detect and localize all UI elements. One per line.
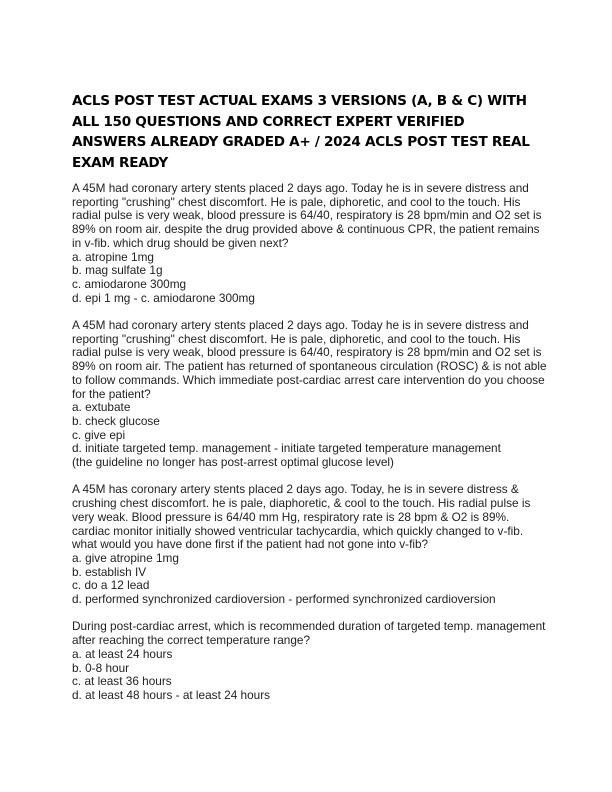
answer-option-b: b. mag sulfate 1g [72, 263, 163, 278]
answer-option-a: a. give atropine 1mg [72, 550, 179, 565]
answer-option-c: c. amiodarone 300mg [72, 276, 187, 291]
answer-option-d: d. performed synchronized cardioversion - performed synchronized cardioversion [72, 592, 496, 607]
answer-option-b: b. establish IV [72, 564, 147, 579]
answer-option-b: b. check glucose [72, 413, 160, 428]
question-list [72, 182, 547, 716]
question-1 [72, 182, 547, 305]
answer-option-d: d. initiate targeted temp. management - initiate targeted temperature management [72, 441, 501, 456]
question-2 [72, 319, 547, 470]
question-text: A 45M had coronary artery stents placed 2 days ago. Today he is in severe distress and reporting "crushing" chest discomfort. He is pale, diphoretic, and cool to the touch. His radial pulse is very weak, blood pressure is 64/40, respiratory is 28 bpm/min and O2 set is 89% on room air. The patient has returned of spontaneous circulation (ROSC) & is not able to follow commands. Which immediate post-cardiac arrest care intervention do you choose for the patient? [72, 318, 547, 401]
document-title: ACLS POST TEST ACTUAL EXAMS 3 VERSIONS (A, B & C) WITH ALL 150 QUESTIONS AND CORRECT EXPERT VERIFIED ANSWERS ALREADY GRADED A+ / 2024 ACLS POST TEST REAL EXAM READY [72, 93, 530, 171]
answer-option-d: d. epi 1 mg - c. amiodarone 300mg [72, 290, 255, 305]
answer-option-c: c. do a 12 lead [72, 578, 150, 593]
question-text: A 45M had coronary artery stents placed 2 days ago. Today he is in severe distress and reporting "crushing" chest discomfort. He is pale, diphoretic, and cool to the touch. His radial pulse is very weak, blood pressure is 64/40, respiratory is 28 bpm/min and O2 set is 89% on room air. despite the drug provided above & continuous CPR, the patient remains in v-fib. which drug should be given next? [72, 181, 542, 250]
question-text: A 45M has coronary artery stents placed 2 days ago. Today, he is in severe distress & crushing chest discomfort. he is pale, diaphoretic, & cool to the touch. His radial pulse is very weak. Blood pressure is 64/40 mm Hg, respiratory rate is 28 bpm & O2 is 89%. cardiac monitor initially showed ventricular tachycardia, which quickly changed to v-fib. what would you have done first if the patient had not gone into v-fib? [72, 482, 531, 552]
answer-option-a: a. atropine 1mg [72, 249, 154, 264]
answer-option-a: a. extubate [72, 400, 131, 415]
answer-option-c: c. at least 36 hours [72, 674, 172, 689]
question-3 [72, 483, 547, 606]
answer-option-a: a. at least 24 hours [72, 646, 173, 661]
answer-option-b: b. 0-8 hour [72, 660, 130, 675]
answer-option-d: d. at least 48 hours - at least 24 hours [72, 687, 271, 702]
answer-option-c: c. give epi [72, 427, 126, 442]
question-text: During post-cardiac arrest, which is recommended duration of targeted temp. management after reaching the correct temperature range? [72, 619, 546, 648]
question-4 [72, 620, 547, 702]
answer-note: (the guideline no longer has post-arrest optimal glucose level) [72, 455, 394, 470]
